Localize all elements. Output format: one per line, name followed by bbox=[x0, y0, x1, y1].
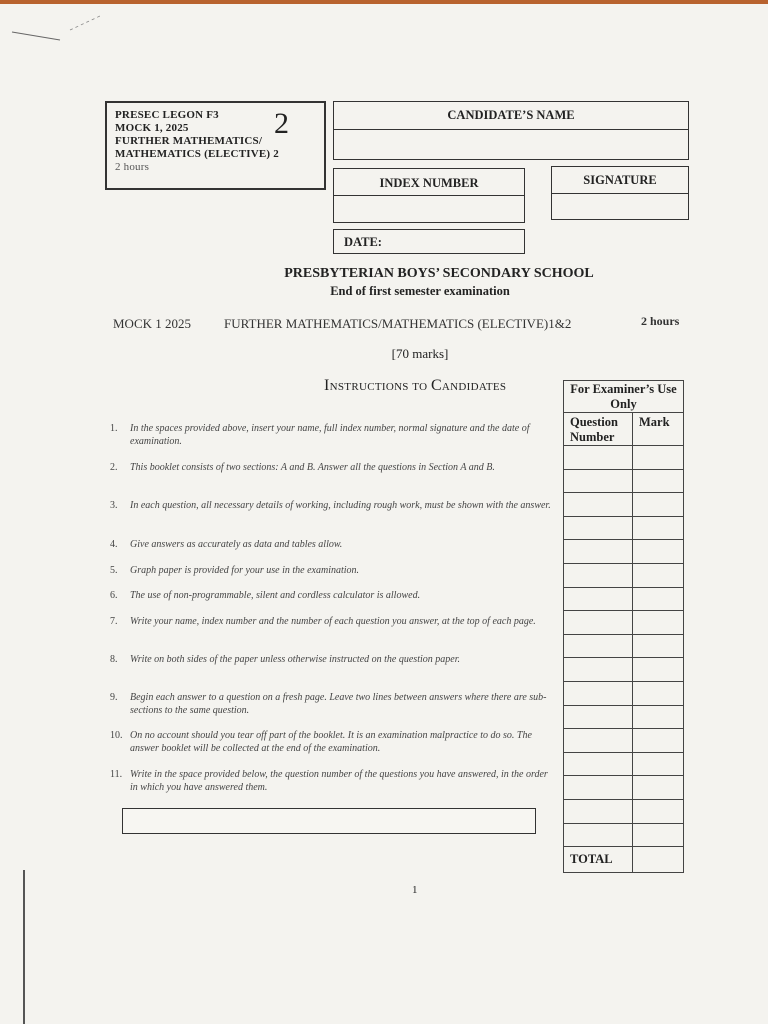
instruction-item: 1. In the spaces provided above, insert your name, full index number, normal signature and the date of examination. bbox=[110, 423, 530, 447]
table-row bbox=[564, 469, 684, 493]
exam-subtitle: End of first semester examination bbox=[330, 284, 510, 298]
mark-cell[interactable] bbox=[633, 658, 684, 682]
question-cell[interactable] bbox=[564, 776, 633, 800]
table-row bbox=[564, 776, 684, 800]
question-cell[interactable] bbox=[564, 516, 633, 540]
school-code: PRESEC LEGON F3 bbox=[115, 109, 219, 121]
question-cell[interactable] bbox=[564, 634, 633, 658]
mark-cell[interactable] bbox=[633, 705, 684, 729]
total-label: TOTAL bbox=[564, 847, 633, 873]
question-cell[interactable] bbox=[564, 658, 633, 682]
instructions-heading: INSTRUCTIONS TO CANDIDATES bbox=[324, 377, 507, 394]
mark-cell[interactable] bbox=[633, 729, 684, 753]
mark-cell[interactable] bbox=[633, 752, 684, 776]
question-cell[interactable] bbox=[564, 563, 633, 587]
table-row bbox=[564, 563, 684, 587]
index-number-field[interactable] bbox=[333, 195, 525, 223]
mark-header: Mark bbox=[633, 413, 684, 446]
question-cell[interactable] bbox=[564, 493, 633, 517]
total-row bbox=[564, 847, 684, 873]
mark-cell[interactable] bbox=[633, 776, 684, 800]
instruction-item: 2. This booklet consists of two sections: A and B. Answer all the questions in Section A and B. bbox=[110, 462, 495, 473]
instruction-item: 6. The use of non-programmable, silent and cordless calculator is allowed. bbox=[110, 590, 421, 601]
subject-line-2: MATHEMATICS (ELECTIVE) 2 bbox=[115, 148, 279, 160]
answered-questions-field[interactable] bbox=[122, 808, 536, 834]
school-info-box bbox=[105, 101, 326, 190]
duration: 2 hours bbox=[641, 314, 680, 328]
question-cell[interactable] bbox=[564, 681, 633, 705]
candidate-name-field[interactable] bbox=[333, 129, 689, 160]
table-row bbox=[564, 729, 684, 753]
total-mark-cell[interactable] bbox=[633, 847, 684, 873]
signature-label: SIGNATURE bbox=[551, 166, 689, 194]
mark-cell[interactable] bbox=[633, 516, 684, 540]
question-cell[interactable] bbox=[564, 469, 633, 493]
index-number-label: INDEX NUMBER bbox=[333, 168, 525, 196]
mock-label-line: MOCK 1 2025 bbox=[113, 316, 192, 331]
table-row bbox=[564, 681, 684, 705]
instruction-item: 10. On no account should you tear off part of the booklet. It is an examination malpractice to do so. The answer booklet will be collected at the end of the examination. bbox=[110, 730, 532, 754]
mark-cell[interactable] bbox=[633, 823, 684, 847]
pen-scribble bbox=[10, 10, 110, 50]
question-number-header: Question Number bbox=[564, 413, 633, 446]
instruction-item: 7. Write your name, index number and the number of each question you answer, at the top of each page. bbox=[110, 616, 536, 627]
mock-label: MOCK 1, 2025 bbox=[115, 122, 189, 134]
question-cell[interactable] bbox=[564, 540, 633, 564]
table-row bbox=[564, 540, 684, 564]
table-row bbox=[564, 752, 684, 776]
table-row bbox=[564, 587, 684, 611]
table-row bbox=[564, 658, 684, 682]
examiner-table-title: For Examiner’s Use Only bbox=[564, 381, 684, 413]
instruction-item: 5. Graph paper is provided for your use in the examination. bbox=[110, 565, 360, 576]
date-field[interactable]: DATE: bbox=[333, 229, 525, 254]
mark-cell[interactable] bbox=[633, 681, 684, 705]
question-cell[interactable] bbox=[564, 729, 633, 753]
instruction-item: 11. Write in the space provided below, the question number of the questions you have answered, in the order in which you have answered them. bbox=[110, 769, 548, 793]
examiner-table bbox=[563, 380, 684, 873]
question-cell[interactable] bbox=[564, 611, 633, 635]
table-row bbox=[564, 634, 684, 658]
candidate-name-label: CANDIDATE’S NAME bbox=[333, 101, 689, 130]
mark-cell[interactable] bbox=[633, 587, 684, 611]
table-row bbox=[564, 493, 684, 517]
page-number: 1 bbox=[412, 884, 418, 896]
question-cell[interactable] bbox=[564, 799, 633, 823]
instruction-item: 8. Write on both sides of the paper unless otherwise instructed on the question paper. bbox=[110, 654, 460, 665]
mark-cell[interactable] bbox=[633, 634, 684, 658]
subject-line-1: FURTHER MATHEMATICS/ bbox=[115, 135, 263, 147]
table-row bbox=[564, 446, 684, 470]
duration-label: 2 hours bbox=[115, 161, 150, 173]
question-cell[interactable] bbox=[564, 587, 633, 611]
instruction-item: 9. Begin each answer to a question on a fresh page. Leave two lines between answers where there are sub-sections to the same question. bbox=[110, 692, 547, 716]
table-row bbox=[564, 799, 684, 823]
page-top-edge bbox=[0, 0, 768, 4]
table-row bbox=[564, 705, 684, 729]
instruction-item: 4. Give answers as accurately as data and tables allow. bbox=[110, 539, 343, 550]
signature-field[interactable] bbox=[551, 193, 689, 220]
paper-number: 2 bbox=[274, 107, 289, 140]
mark-cell[interactable] bbox=[633, 446, 684, 470]
table-row bbox=[564, 516, 684, 540]
question-cell[interactable] bbox=[564, 823, 633, 847]
mark-cell[interactable] bbox=[633, 493, 684, 517]
table-row bbox=[564, 611, 684, 635]
mark-cell[interactable] bbox=[633, 611, 684, 635]
question-cell[interactable] bbox=[564, 446, 633, 470]
mark-cell[interactable] bbox=[633, 540, 684, 564]
total-marks: [70 marks] bbox=[391, 346, 449, 361]
margin-line bbox=[23, 870, 25, 1024]
table-row bbox=[564, 823, 684, 847]
school-title: PRESBYTERIAN BOYS’ SECONDARY SCHOOL bbox=[284, 266, 594, 281]
subject-title: FURTHER MATHEMATICS/MATHEMATICS (ELECTIVE)1&2 bbox=[224, 316, 572, 331]
question-cell[interactable] bbox=[564, 705, 633, 729]
mark-cell[interactable] bbox=[633, 799, 684, 823]
question-cell[interactable] bbox=[564, 752, 633, 776]
instruction-item: 3. In each question, all necessary details of working, including rough work, must be shown with the answer. bbox=[110, 500, 551, 511]
mark-cell[interactable] bbox=[633, 563, 684, 587]
mark-cell[interactable] bbox=[633, 469, 684, 493]
